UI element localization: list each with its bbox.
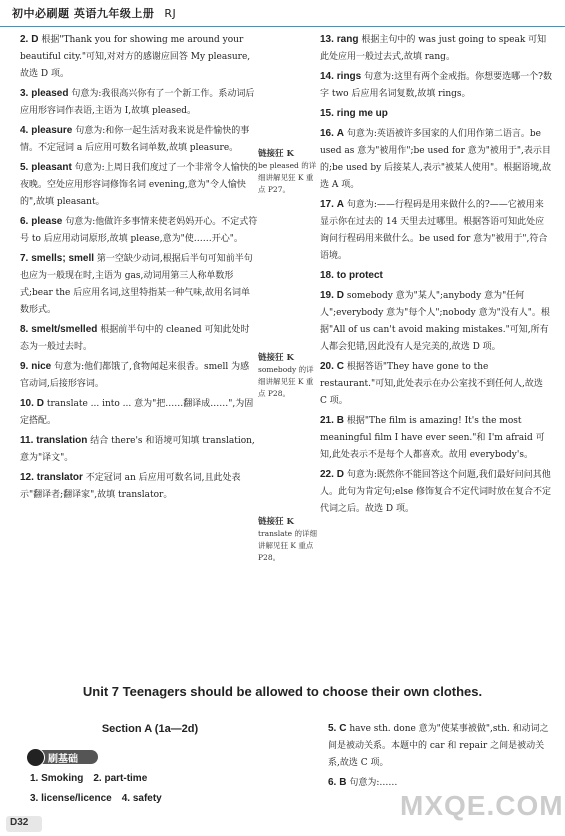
item-explanation: somebody 意为"某人";anybody 意为"任何人";everybody 意为"每个人";nobody 意为"没有人"。根据"All of us can't avoid making mistakes."可知,所有人都会犯错,因此没有人是完美的,故选 D 项。 [320, 291, 550, 352]
item-explanation: 句意为:既然你不能回答这个问题,我们最好问问其他人。此句为肯定句;else 修饰复合不定代词时放在复合不定代词之后。故选 D 项。 [320, 470, 552, 514]
item-answer: rang [336, 34, 359, 45]
item-explanation: 根据答语"They have gone to the restaurant."可知,此处表示在办公室找不到任何人,故选 C 项。 [320, 362, 543, 406]
item-number: 9. [20, 361, 29, 372]
item-explanation: 句意为:我很高兴你有了一个新工作。系动词后应用形容词作表语,主语为 I,故填 pleased。 [20, 89, 255, 116]
item-number: 15. [320, 108, 334, 119]
answer-item [320, 31, 552, 66]
item-answer: D [336, 290, 345, 301]
item-number: 12. [20, 472, 34, 483]
item-answer: smelt/smelled [31, 324, 98, 335]
item-number: 6. [20, 216, 29, 227]
item-number: 3. [20, 88, 29, 99]
item-explanation: have sth. done 意为"使某事被做",sth. 和动词之间是被动关系。本题中的 car 和 repair 之间是被动关系,故选 C 项。 [328, 724, 549, 768]
item-number: 22. [320, 469, 334, 480]
watermark: MXQE.COM [400, 790, 564, 821]
sidenote-body: be pleased 的详细讲解见狂 K 重点 P27。 [258, 161, 317, 194]
item-explanation: 句意为:——行程码是用来做什么的?——它被用来显示你在过去的 14 天里去过哪里。根据答语可知此处应询问行程码用来做什么。be used for 意为"被用于",符合语境。 [320, 200, 548, 261]
sidenote-title: 链接狂 K [258, 149, 294, 159]
item-answer: D [31, 34, 39, 45]
item-explanation: 根据"Thank you for showing me around your beautiful city."可知,对对方的感谢应回答 My pleasure,故选 D 项。 [20, 35, 251, 79]
item-answer: B [339, 777, 347, 788]
item-answer: translation [36, 435, 88, 446]
sidenote-title: 链接狂 K [258, 353, 294, 363]
answer-text: 1. Smoking [30, 773, 84, 784]
item-answer: pleasant [31, 162, 72, 173]
answer-text: 2. part-time [93, 773, 148, 784]
answer-item [320, 466, 552, 518]
sidenote-body: translate 的详细讲解见狂 K 重点 P28。 [258, 529, 317, 562]
answer-item [20, 213, 258, 248]
answer-item [20, 432, 258, 467]
item-number: 14. [320, 71, 334, 82]
item-answer: C [336, 361, 345, 372]
item-answer: A [336, 128, 345, 139]
item-number: 21. [320, 415, 334, 426]
section-answer-column [328, 720, 554, 794]
item-answer: A [336, 199, 345, 210]
item-number: 10. [20, 398, 34, 409]
sidenote-link [258, 352, 318, 400]
answer-item [320, 287, 552, 356]
item-answer: pleasure [31, 125, 73, 136]
item-answer: pleased [31, 88, 69, 99]
item-number: 8. [20, 324, 29, 335]
answer-item [320, 196, 552, 265]
section-title: Section A (1a—2d) [101, 723, 199, 735]
item-answer: rings [336, 71, 362, 82]
book-title [12, 5, 176, 21]
item-explanation: 句意为:…… [349, 778, 398, 788]
item-explanation: translate ... into ... 意为"把……翻译成……",为固定搭配。 [20, 399, 254, 426]
item-answer: please [31, 216, 63, 227]
edition-label: RJ [164, 7, 177, 20]
answer-text: 4. safety [121, 793, 162, 804]
item-answer: C [339, 723, 347, 734]
item-number: 5. [20, 162, 29, 173]
item-explanation: 根据前半句中的 cleaned 可知此处时态为一般过去时。 [20, 325, 250, 352]
item-answer: smells; smell [31, 253, 95, 264]
answer-text: 3. license/licence [30, 793, 112, 804]
badge-label: 刷基础 [48, 754, 78, 765]
item-number: 4. [20, 125, 29, 136]
answer-item [320, 105, 552, 123]
item-number: 18. [320, 270, 334, 281]
item-explanation: 句意为:这里有两个金戒指。你想要选哪一个?数字 two 后应用名词复数,故填 rings。 [320, 72, 552, 99]
item-number: 16. [320, 128, 334, 139]
item-answer: D [36, 398, 45, 409]
item-explanation: 根据"The film is amazing! It's the most meaningful film I have ever seen."和 I'm afraid 可知,此处表示不是每个人都喜欢。故用 everybody's。 [320, 416, 545, 460]
item-number: 7. [20, 253, 29, 264]
unit-title: Unit 7 Teenagers should be allowed to choose their own clothes. [82, 684, 483, 699]
page-number-badge [6, 816, 42, 832]
answer-item [20, 358, 258, 393]
right-answer-column [320, 31, 552, 520]
item-explanation: 不定冠词 an 后应用可数名词,且此处表示"翻译者;翻译家",故填 translator。 [20, 473, 241, 500]
item-answer: D [336, 469, 345, 480]
item-answer: ring me up [336, 108, 388, 119]
item-answer: to protect [336, 270, 383, 281]
answer-row [30, 793, 172, 804]
answer-item [20, 31, 258, 83]
answer-item [20, 395, 258, 430]
left-answer-column [20, 31, 258, 506]
item-number: 19. [320, 290, 334, 301]
answer-item [320, 412, 552, 464]
item-number: 6. [328, 777, 337, 788]
item-explanation: 第一空缺少动词,根据后半句可知前半句也应为一般现在时,主语为 gas,动词用第三人称单数形式;bear the 后应用名词,这里特指某一种气味,故用名词单数形式。 [20, 254, 253, 315]
item-explanation: 根据主句中的 was just going to speak 可知此处应用一般过去式,故填 rang。 [320, 35, 547, 62]
item-number: 13. [320, 34, 334, 45]
item-number: 20. [320, 361, 334, 372]
page-number: D32 [10, 817, 29, 828]
answer-item [320, 68, 552, 103]
answer-item [20, 85, 258, 120]
answer-row [30, 773, 157, 784]
answer-item [20, 159, 258, 211]
item-explanation: 句意为:英语被许多国家的人们用作第二语言。be used as 意为"被用作";be used for 意为"被用于",表示目的;be used by 后接某人,表示"被某人使用"。根据语境,故选 A 项。 [320, 129, 552, 190]
sidenote-link [258, 148, 318, 196]
answer-item [320, 358, 552, 410]
answer-item [20, 469, 258, 504]
item-number: 11. [20, 435, 34, 446]
sidenote-body: somebody 的详细讲解见狂 K 重点 P28。 [258, 365, 314, 398]
item-answer: translator [36, 472, 83, 483]
item-explanation: 句意为:上周日我们度过了一个非常令人愉快的夜晚。空处应用形容词修饰名词 evening,意为"令人愉快的",故填 pleasant。 [20, 163, 258, 207]
item-number: 5. [328, 723, 337, 734]
item-number: 2. [20, 34, 29, 45]
answer-item [20, 250, 258, 319]
answer-item [20, 321, 258, 356]
item-answer: nice [31, 361, 52, 372]
page-header [0, 0, 565, 27]
item-explanation: 结合 there's 和语境可知填 translation,意为"译文"。 [20, 436, 255, 463]
item-explanation: 句意为:和你一起生活对我来说是件愉快的事情。不定冠词 a 后应用可数名词单数,故填 pleasure。 [20, 126, 250, 153]
sidenote-link [258, 516, 318, 564]
answer-item [328, 720, 554, 772]
item-answer: B [336, 415, 345, 426]
item-number: 17. [320, 199, 334, 210]
answer-item [320, 125, 552, 194]
pen-icon [26, 748, 45, 767]
answer-item [320, 267, 552, 285]
item-explanation: 句意为:他做许多事情来使老妈妈开心。不定式符号 to 后应用动词原形,故填 please,意为"使……开心"。 [20, 217, 258, 244]
item-explanation: 句意为:他们都饿了,食物闻起来很香。smell 为感官动词,后接形容词。 [20, 362, 250, 389]
answer-item [20, 122, 258, 157]
book-title-text: 初中必刷题 英语九年级上册 [12, 7, 155, 20]
sidenote-title: 链接狂 K [258, 517, 294, 527]
practice-badge [24, 748, 102, 766]
